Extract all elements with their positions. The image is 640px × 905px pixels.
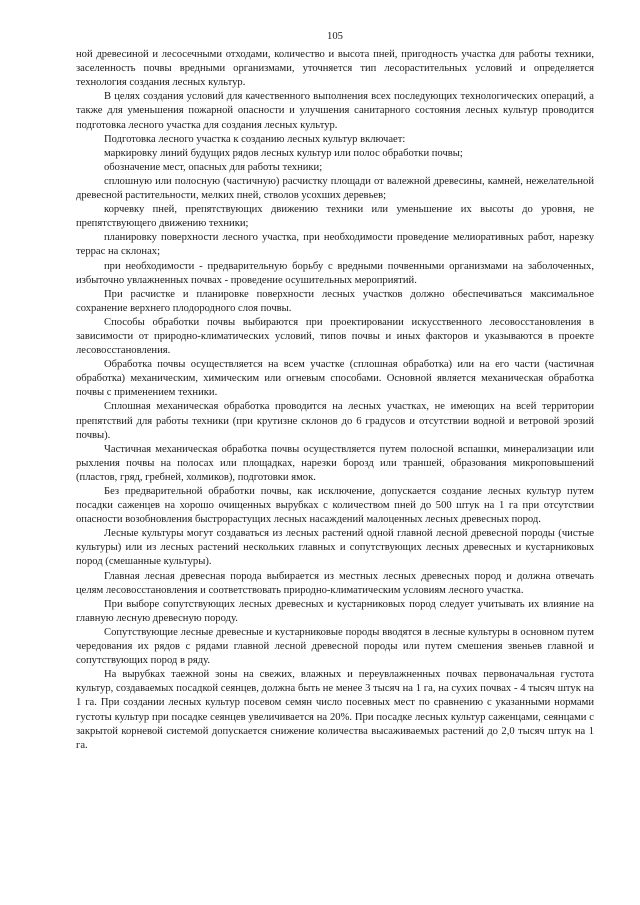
list-item: маркировку линий будущих рядов лесных культур или полос обработки почвы; [104, 147, 463, 159]
list-item: сплошную или полосную (частичную) расчистку площади от валежной древесины, камней, нежелательной древесной растительности, мелких пней, стволов усохших деревьев; [76, 175, 594, 202]
paragraph: Способы обработки почвы выбираются при проектировании искусственного лесовосстановления в зависимости от природно-климатических условий, типов почвы и иных факторов и указываются в проекте лесовосстановления. [76, 316, 594, 357]
paragraph: При расчистке и планировке поверхности лесных участков должно обеспечиваться максимальное сохранение верхнего плодородного слоя почвы. [76, 288, 594, 314]
paragraph-list-intro: Подготовка лесного участка к созданию лесных культур включает: [104, 133, 406, 145]
list-item: обозначение мест, опасных для работы техники; [104, 161, 323, 173]
paragraph: На вырубках таежной зоны на свежих, влажных и переувлажненных почвах первоначальная густота культур, создаваемых посадкой сеянцев, должна быть не менее 3 тысяч на 1 га, на сухих почвах - 4 тысяч штук на 1 га. При создании лесных культур посевом семян число посевных мест по сравнению с указанными нормами густоты культур при посадке сеянцев увеличивается на 20%. При посадке лесных культур саженцами, сеянцами с закрытой корневой системой допускается снижение количества высаживаемых растений до 2,0 тысяч штук на 1 га. [76, 669, 594, 751]
paragraph: Сплошная механическая обработка проводится на лесных участках, не имеющих на всей территории препятствий для работы техники (при крутизне склонов до 6 градусов и отсутствии водной и ветровой эрозий почвы). [76, 401, 594, 441]
paragraph: Сопутствующие лесные древесные и кустарниковые породы вводятся в лесные культуры в основном путем чередования их рядов с рядами главной лесной древесной породы или путем смешения звеньев главной и сопутствующих пород в ряду. [76, 626, 594, 667]
paragraph: Без предварительной обработки почвы, как исключение, допускается создание лесных культур путем посадки саженцев на хорошо очищенных вырубках с количеством пней до 500 штук на 1 га при отсутствии опасности возобновления быстрорастущих лесных насаждений малоценных лесных древесных пород. [76, 486, 594, 526]
list-item: при необходимости - предварительную борьбу с вредными почвенными организмами на заболоченных, избыточно увлажненных почвах - проведение осушительных мероприятий. [76, 260, 594, 286]
document-page [76, 30, 594, 753]
paragraph: При выборе сопутствующих лесных древесных и кустарниковых пород следует учитывать их влияние на главную лесную древесную породу. [76, 598, 594, 624]
list-item: корчевку пней, препятствующих движению техники или уменьшение их высоты до уровня, не препятствующего движению техники; [76, 204, 594, 230]
paragraph: Обработка почвы осуществляется на всем участке (сплошная обработка) или на его части (частичная обработка) механическим, химическим или огневым способами. Основной является механическая обработка почвы с применением техники. [76, 359, 594, 399]
list-item: планировку поверхности лесного участка, при необходимости проведение мелиоративных работ, нарезку террас на склонах; [76, 232, 594, 258]
paragraph: В целях создания условий для качественного выполнения всех последующих технологических операций, а также для уменьшения пожарной опасности и улучшения санитарного состояния лесных культур проводится подготовка лесного участка для создания лесных культур. [76, 91, 594, 131]
paragraph: Лесные культуры могут создаваться из лесных растений одной главной лесной древесной породы (чистые культуры) или из лесных растений нескольких главных и сопутствующих лесных древесных и кустарниковых пород (смешанные культуры). [76, 528, 594, 568]
paragraph: Частичная механическая обработка почвы осуществляется путем полосной вспашки, минерализации или рыхления почвы на полосах или площадках, нарезки борозд или траншей, образования микроповышений (пластов, гряд, гребней, холмиков), подготовки ямок. [76, 443, 594, 483]
page-number: 105 [327, 31, 343, 42]
paragraph-continuation: ной древесиной и лесосечными отходами, количество и высота пней, пригодность участка для работы техники, заселенность почвы вредными организмами, уточняется тип лесорастительных условий и определяется технология создания лесных культур. [76, 49, 594, 89]
paragraph: Главная лесная древесная порода выбирается из местных лесных древесных пород и должна отвечать целям лесовосстановления и соответствовать природно-климатическим условиям лесного участка. [76, 570, 594, 596]
